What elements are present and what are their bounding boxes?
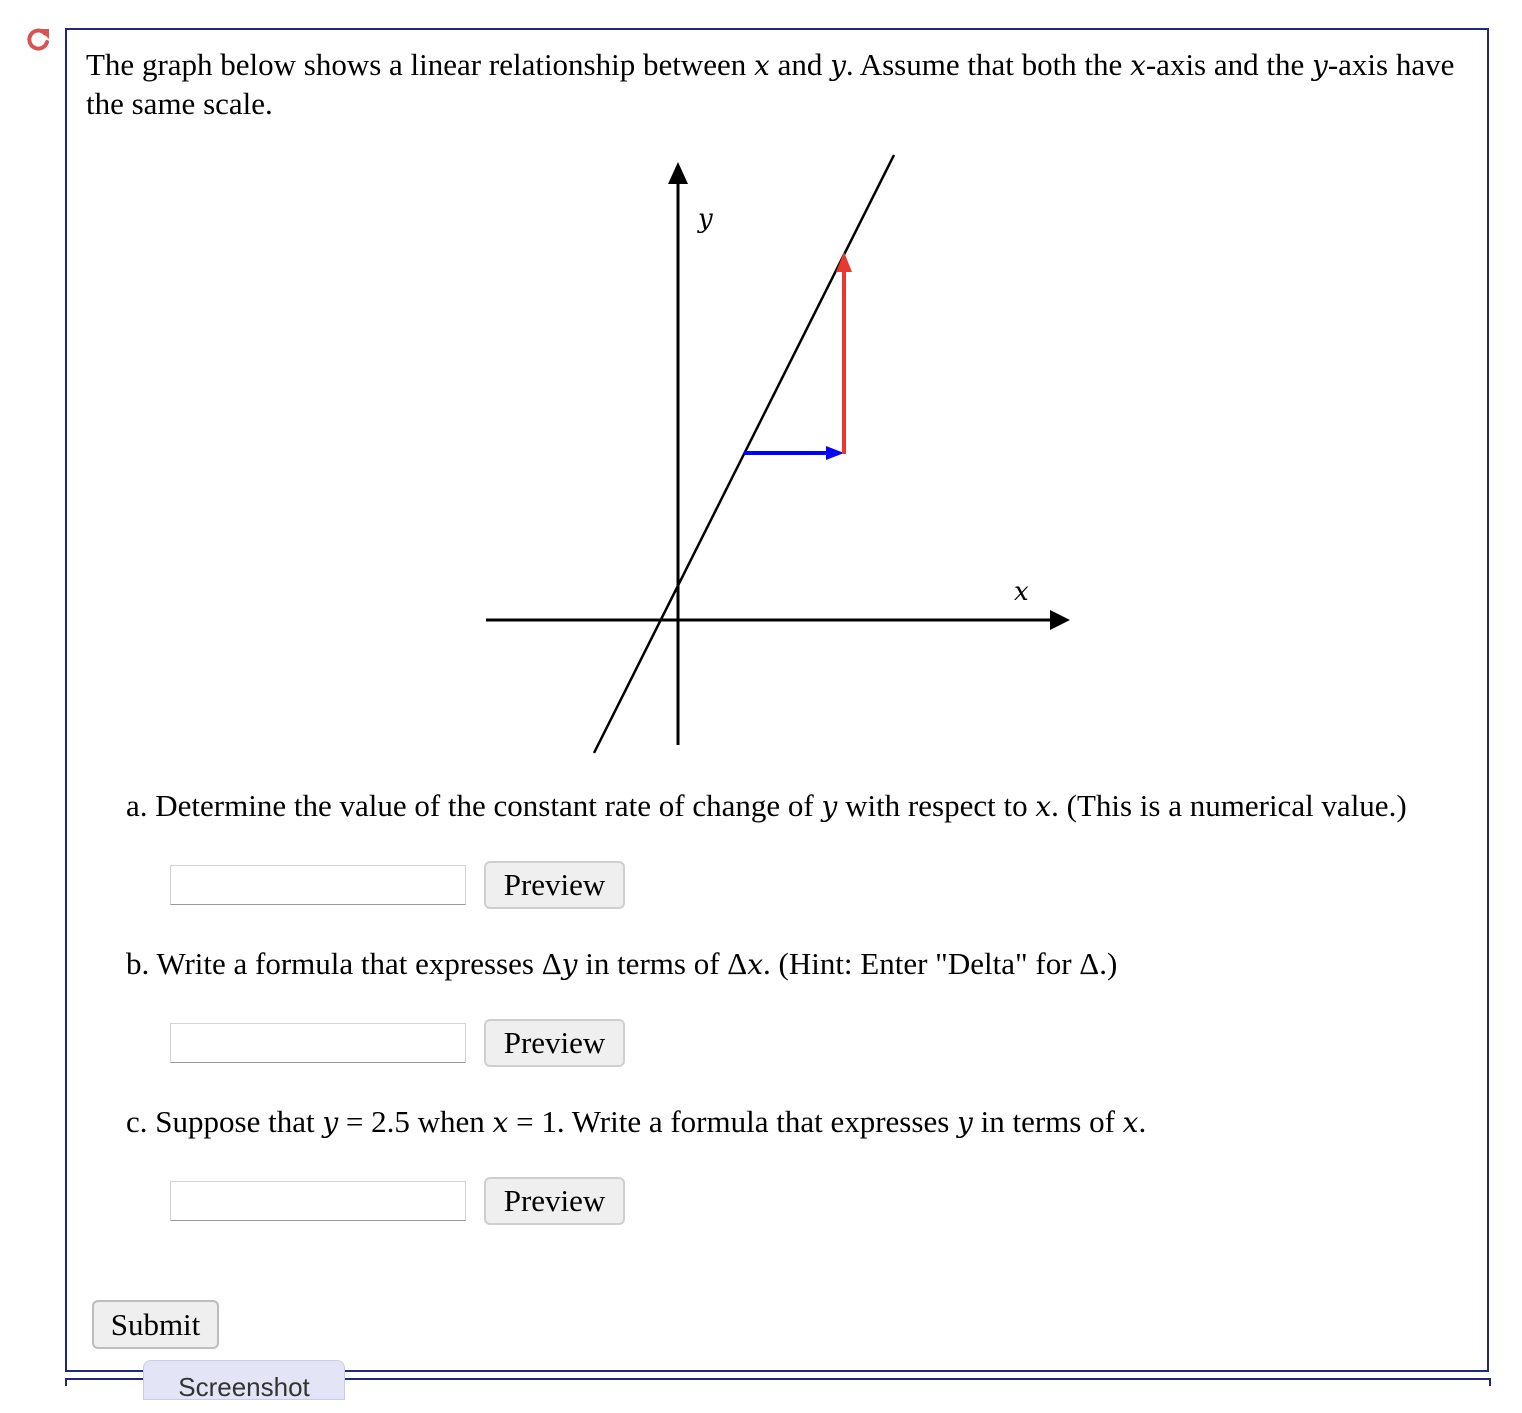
frame-divider-left xyxy=(65,1378,67,1386)
var-x: x xyxy=(754,49,770,82)
refresh-icon[interactable] xyxy=(24,26,52,54)
part-c-answer-input[interactable] xyxy=(170,1181,466,1221)
part-a-answer-input[interactable] xyxy=(170,865,466,905)
frame-divider-right xyxy=(1489,1378,1491,1386)
part-b-text: b. Write a formula that expresses Δy in terms of Δx. (Hint: Enter "Delta" for Δ.) xyxy=(126,946,1118,981)
part-a-text: a. Determine the value of the constant rate of change of y with respect to x. (This is a numerical value.) xyxy=(126,788,1407,823)
x-axis-label: x xyxy=(1014,577,1029,607)
y-axis-arrowhead xyxy=(668,162,688,184)
question-prompt: The graph below shows a linear relationship between x and y. Assume that both the x-axis and the y-axis have the same scale. xyxy=(86,47,1455,121)
y-axis-label: y xyxy=(698,204,713,234)
var-x: x xyxy=(1130,49,1146,82)
part-c-preview-button[interactable]: Preview xyxy=(484,1177,625,1225)
part-c-text: c. Suppose that y = 2.5 when x = 1. Write a formula that expresses y in terms of x. xyxy=(126,1104,1147,1139)
var-y: y xyxy=(1312,49,1328,82)
screenshot-button[interactable]: Screenshot xyxy=(143,1360,345,1400)
var-y: y xyxy=(830,49,846,82)
submit-button[interactable]: Submit xyxy=(92,1300,219,1349)
part-a-preview-button[interactable]: Preview xyxy=(484,861,625,909)
x-axis-arrowhead xyxy=(1050,610,1070,630)
part-b-answer-input[interactable] xyxy=(170,1023,466,1063)
part-b-preview-button[interactable]: Preview xyxy=(484,1019,625,1067)
delta-y-arrowhead xyxy=(836,252,852,272)
delta-x-arrowhead xyxy=(826,446,844,460)
linear-graph xyxy=(470,150,1090,760)
